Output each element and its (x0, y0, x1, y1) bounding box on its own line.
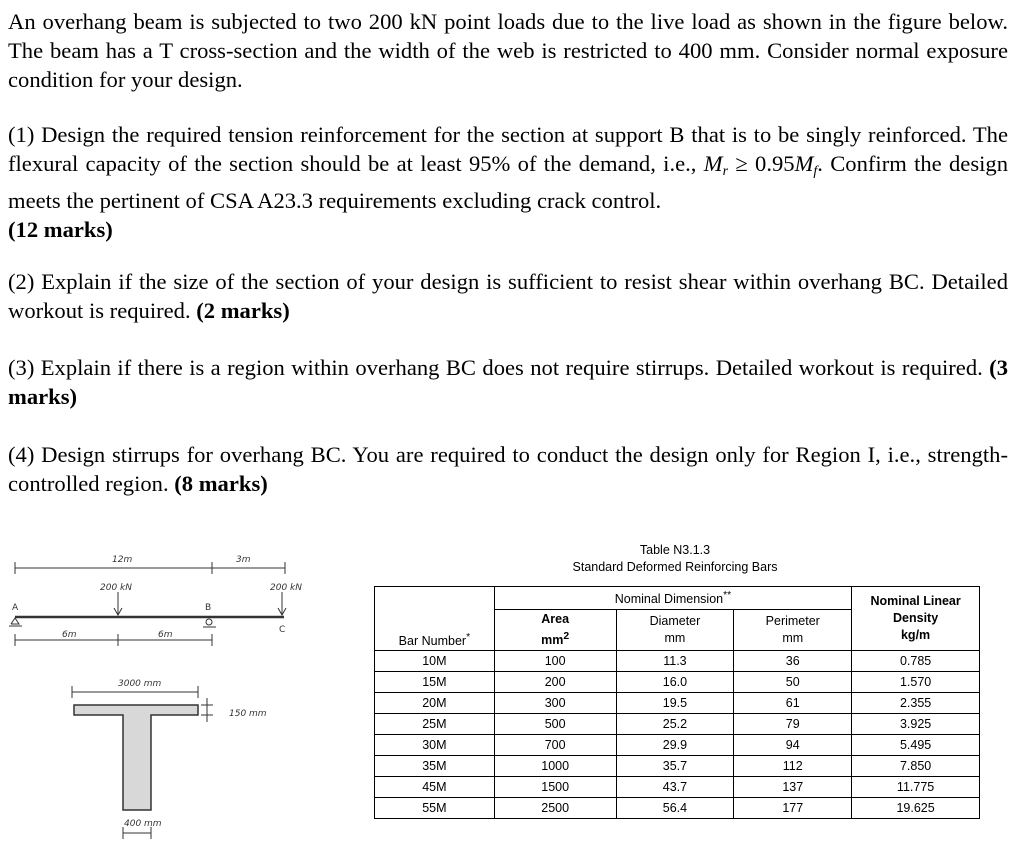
header-perimeter-unit: mm (782, 631, 804, 645)
cell-bar: 15M (375, 672, 495, 693)
q2-marks: (2 marks) (196, 298, 290, 323)
cell-perimeter: 79 (734, 714, 852, 735)
cell-perimeter: 36 (734, 651, 852, 672)
question-1 (8, 120, 1008, 244)
table-title: Table N3.1.3 (639, 543, 711, 557)
header-area-unit: mm (541, 633, 564, 648)
q1-marks: (12 marks) (8, 217, 113, 242)
header-bar-footnote: * (466, 631, 471, 643)
header-bar-number-text: Bar Number (398, 634, 467, 648)
header-perimeter (734, 610, 852, 651)
problem-statement (8, 7, 1008, 94)
header-area-text: Area (541, 611, 570, 626)
cell-diameter: 35.7 (616, 756, 734, 777)
q4-text: (4) Design stirrups for overhang BC. You are required to conduct the design only for Region I, i.e., strength-controlled region. (8, 442, 1008, 496)
cell-density: 7.850 (852, 756, 980, 777)
cell-diameter: 29.9 (616, 735, 734, 756)
table-subtitle: Standard Deformed Reinforcing Bars (572, 560, 778, 574)
cell-density: 5.495 (852, 735, 980, 756)
cell-perimeter: 61 (734, 693, 852, 714)
header-nominal-footnote: ** (723, 590, 732, 602)
cell-area: 700 (494, 735, 616, 756)
table-row (375, 777, 980, 798)
cell-area: 300 (494, 693, 616, 714)
cell-perimeter: 94 (734, 735, 852, 756)
cell-density: 3.925 (852, 714, 980, 735)
header-density-unit: kg/m (900, 628, 931, 642)
table-row (375, 693, 980, 714)
point-c-label: C (279, 625, 286, 635)
header-diameter-text: Diameter (649, 614, 701, 628)
cell-diameter: 25.2 (616, 714, 734, 735)
table-row (375, 798, 980, 819)
header-perimeter-text: Perimeter (765, 614, 820, 628)
t-section-shape (74, 705, 198, 810)
span-overhang-label: 3m (236, 555, 251, 565)
roller-support-icon (206, 619, 212, 625)
segment-1-label: 6m (62, 630, 77, 640)
q2-text: (2) Explain if the size of the section of your design is sufficient to resist shear within overhang BC. Detailed workout is required. (8, 269, 1008, 323)
cell-density: 0.785 (852, 651, 980, 672)
cell-area: 1000 (494, 756, 616, 777)
cell-diameter: 16.0 (616, 672, 734, 693)
cell-area: 100 (494, 651, 616, 672)
pin-support-icon (11, 618, 19, 624)
cell-area: 2500 (494, 798, 616, 819)
table-row (375, 714, 980, 735)
cell-bar: 10M (375, 651, 495, 672)
header-density-text: Nominal Linear Density (870, 594, 961, 625)
cell-bar: 55M (375, 798, 495, 819)
cell-perimeter: 137 (734, 777, 852, 798)
header-nominal-dimension (494, 587, 851, 610)
cell-perimeter: 177 (734, 798, 852, 819)
header-area (494, 610, 616, 651)
mf-subscript: f (813, 164, 818, 179)
header-area-superscript: 2 (563, 630, 570, 642)
cell-area: 200 (494, 672, 616, 693)
cell-perimeter: 112 (734, 756, 852, 777)
header-density (852, 587, 980, 651)
table-row (375, 672, 980, 693)
header-nominal-text: Nominal Dimension (614, 592, 724, 607)
beam-sketch (0, 540, 330, 846)
table-row (375, 735, 980, 756)
cell-perimeter: 50 (734, 672, 852, 693)
cell-bar: 25M (375, 714, 495, 735)
q1-text: (1) Design the required tension reinforcement for the section at support B that is to be singly reinforced. The flexural capacity of the section should be at least 95% of the demand, i.e., (8, 122, 1008, 176)
load-right-label: 200 kN (270, 583, 302, 593)
segment-2-label: 6m (158, 630, 173, 640)
cell-bar: 45M (375, 777, 495, 798)
cell-diameter: 43.7 (616, 777, 734, 798)
header-bar-number (375, 587, 495, 651)
cell-area: 500 (494, 714, 616, 735)
table-row (375, 651, 980, 672)
mf-symbol: M (794, 151, 814, 176)
cell-density: 19.625 (852, 798, 980, 819)
cell-density: 2.355 (852, 693, 980, 714)
point-a-label: A (12, 603, 19, 613)
question-4 (8, 440, 1008, 498)
table-row (375, 756, 980, 777)
q3-text: (3) Explain if there is a region within overhang BC does not require stirrups. Detailed workout is required. (8, 355, 990, 380)
cell-bar: 20M (375, 693, 495, 714)
cell-area: 1500 (494, 777, 616, 798)
header-diameter (616, 610, 734, 651)
q3-marks: (3 marks) (8, 355, 1008, 409)
inequality-text: ≥ 0.95 (728, 151, 795, 176)
cell-density: 1.570 (852, 672, 980, 693)
intro-text: An overhang beam is subjected to two 200 kN point loads due to the live load as shown in the figure below. The beam has a T cross-section and the width of the web is restricted to 400 mm. Consider normal exposure condition for your design. (8, 9, 1008, 92)
point-b-label: B (205, 603, 212, 613)
cell-diameter: 11.3 (616, 651, 734, 672)
span-total-label: 12m (112, 555, 133, 565)
cell-bar: 30M (375, 735, 495, 756)
load-left-label: 200 kN (100, 583, 132, 593)
mr-subscript: r (722, 164, 729, 179)
question-2 (8, 267, 1008, 325)
cell-diameter: 19.5 (616, 693, 734, 714)
cell-diameter: 56.4 (616, 798, 734, 819)
web-width-label: 400 mm (124, 819, 162, 829)
flange-width-label: 3000 mm (118, 679, 162, 689)
reinforcing-bars-table (374, 586, 980, 819)
q4-marks: (8 marks) (174, 471, 268, 496)
mr-symbol: M (703, 151, 723, 176)
cell-density: 11.775 (852, 777, 980, 798)
header-diameter-unit: mm (664, 631, 686, 645)
question-3 (8, 353, 1008, 411)
cell-bar: 35M (375, 756, 495, 777)
table-caption (540, 542, 810, 576)
flange-depth-label: 150 mm (229, 709, 267, 719)
q1-text-end: . Confirm the design meets the pertinent of CSA A23.3 requirements excluding crack control. (8, 151, 1008, 213)
